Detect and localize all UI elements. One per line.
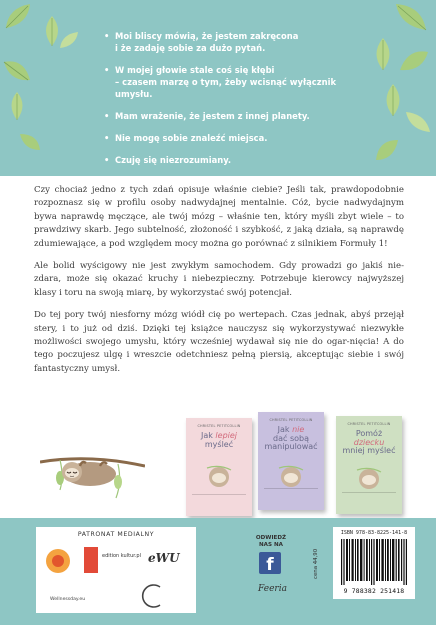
bullet-list bbox=[104, 30, 354, 176]
bullet-item bbox=[104, 154, 354, 166]
barcode-digits: 9 788382 251418 bbox=[343, 587, 405, 595]
book-title-part: Jak bbox=[200, 431, 213, 440]
also-read-label: Przeczytaj także bbox=[165, 441, 185, 497]
book-author: CHRISTEL PETITCOLLIN bbox=[197, 424, 241, 428]
leaf-left-6-icon bbox=[18, 132, 42, 152]
book-title bbox=[340, 430, 398, 456]
top-teal-band bbox=[0, 0, 436, 176]
book-title-part: Jak bbox=[277, 425, 290, 434]
bullet-line: – czasem marzę o tym, żeby wcisnąć wyłącznik umysłu. bbox=[115, 77, 337, 99]
paragraph: Czy chociaż jedno z tych zdań opisuje właśnie ciebie? Jeśli tak, prawdopodobnie rozpoznasz się w profilu osoby nadwydajnej mentalnie. Cóż, bycie nadwydajnym bywa naprawdę męczące, ale twój mózg – właśnie ten, który myśli zbyt wiele – to prawdziwy skarb. Jego subtelność, złożoność i szybkość, z jaką działa, są naprawdę zdumiewające, a pod względem mocy można go porównać z silnikiem Formuły 1! bbox=[34, 185, 404, 249]
book-cover bbox=[336, 416, 402, 514]
bullet-item bbox=[104, 110, 354, 122]
bullet-line: • W mojej głowie stale coś się kłębi bbox=[115, 65, 275, 75]
book-author: CHRISTEL PETITCOLLIN bbox=[269, 418, 313, 422]
sloth-cover-icon bbox=[354, 464, 384, 494]
barcode-icon bbox=[341, 539, 407, 585]
book-title-part: myśleć bbox=[204, 439, 234, 449]
book-cover bbox=[186, 418, 252, 516]
book-title-part: mniej myśleć bbox=[342, 446, 396, 455]
bullet-line: • Nie mogę sobie znaleźć miejsca. bbox=[115, 133, 268, 143]
edition-logo-text: edition kultur.pl bbox=[102, 553, 141, 559]
bullet-item bbox=[104, 132, 354, 144]
book-title-part: dać sobą manipulować bbox=[264, 433, 318, 451]
book-title bbox=[262, 426, 320, 452]
description-text bbox=[34, 184, 404, 385]
leaf-right-4-icon bbox=[380, 82, 406, 118]
book-title-part: lepiej bbox=[215, 431, 238, 440]
book-subtitle-rule bbox=[264, 488, 318, 497]
facebook-label-line: ODWIEDŹ bbox=[255, 535, 287, 541]
sloth-cover-icon bbox=[204, 462, 234, 492]
book-title-part: nie bbox=[292, 425, 305, 434]
circle-logo-icon bbox=[134, 583, 174, 609]
leaf-left-3-icon bbox=[2, 58, 32, 84]
bullet-line: • Mam wrażenie, że jestem z innej planety. bbox=[115, 111, 310, 121]
bullet-line: • Czuję się niezrozumiany. bbox=[115, 155, 232, 165]
edition-logo-icon bbox=[82, 545, 100, 575]
facebook-label-line: NAS NA bbox=[259, 542, 283, 548]
patronage-title: PATRONAT MEDIALNY bbox=[77, 531, 155, 538]
book-subtitle-rule bbox=[192, 494, 246, 503]
book-title-part: dziecku bbox=[353, 437, 385, 447]
isbn-text: ISBN 978-83-8225-141-8 bbox=[340, 530, 408, 536]
paragraph: Do tej pory twój niesforny mózg wiódł cię po wertepach. Czas jednak, abyś przejął stery, i to już od dziś. Dzięki tej książce nauczysz się wykorzystywać niezwykłe możliwości swojego umysłu, który wcześniej wydawał się nie do ogar-nięcia! A do tego poczujesz ulgę i wreszcie odetchniesz pełną piersią, akceptując siebie i swój fantastyczny umysł. bbox=[34, 310, 404, 374]
book-author: CHRISTEL PETITCOLLIN bbox=[347, 422, 391, 426]
book-title-part: Pomóż bbox=[355, 429, 383, 438]
wellness-logo-icon bbox=[44, 547, 72, 575]
leaf-left-4-icon bbox=[6, 90, 28, 122]
book-cover bbox=[258, 412, 324, 510]
media-patronage-box bbox=[36, 527, 196, 613]
leaf-left-5-icon bbox=[58, 30, 80, 50]
bullet-line: • Moi bliscy mówią, że jestem zakręcona bbox=[115, 31, 299, 41]
bullet-item bbox=[104, 30, 354, 54]
bullet-item bbox=[104, 64, 354, 100]
sloth-illustration-icon bbox=[40, 432, 145, 512]
bullet-line: i że zadaję sobie za dużo pytań. bbox=[115, 43, 266, 53]
book-subtitle-rule bbox=[342, 492, 396, 501]
facebook-label bbox=[246, 535, 296, 549]
paragraph: Ale bolid wyścigowy nie jest zwykłym samochodem. Gdy prowadzi go jakiś nie-zdara, może się okazać kruchy i niebezpieczny. Potrzebuje kierowcy najwyższej klasy i toru na swoją miarę, by wykorzystać swój potencjał. bbox=[34, 261, 404, 298]
leaf-right-5-icon bbox=[404, 110, 432, 134]
leaf-right-6-icon bbox=[374, 138, 400, 162]
leaf-right-3-icon bbox=[398, 48, 430, 74]
leaf-right-1-icon bbox=[392, 2, 428, 32]
barcode-box bbox=[333, 527, 415, 599]
publisher-logo: Feeria bbox=[258, 584, 287, 594]
leaf-right-2-icon bbox=[370, 36, 396, 72]
book-title bbox=[190, 432, 248, 449]
third-logo-text: eWU bbox=[148, 551, 180, 565]
facebook-icon[interactable]: f bbox=[259, 552, 281, 574]
price-label: cena 44,90 bbox=[313, 548, 319, 580]
wellness-logo-text: Wellnessday.eu bbox=[50, 597, 86, 602]
leaf-left-1-icon bbox=[4, 2, 34, 30]
